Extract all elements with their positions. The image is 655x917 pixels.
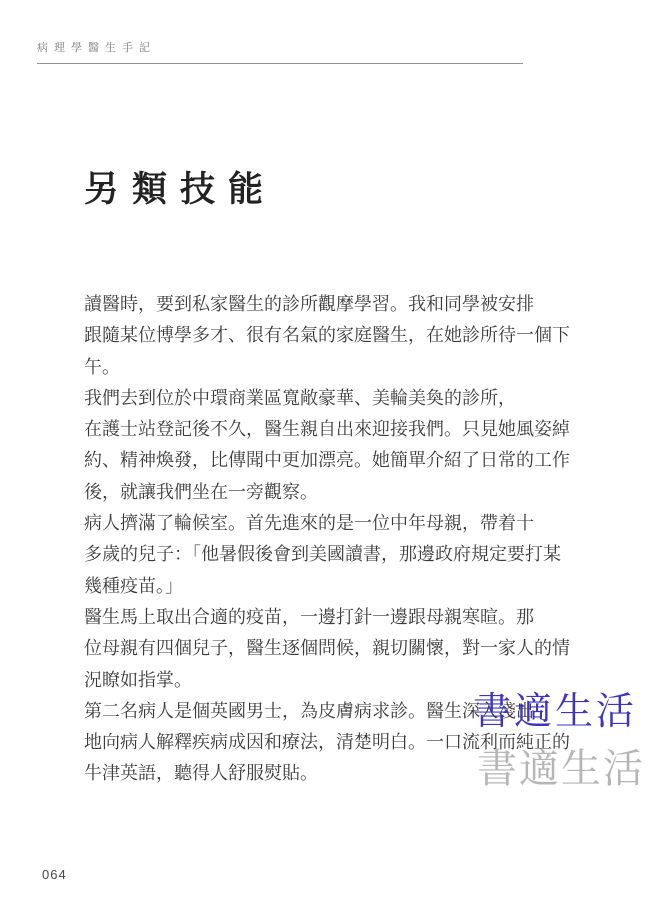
text-line: 況瞭如指掌。 — [84, 669, 192, 690]
text-line: 讀醫時，要到私家醫生的診所觀摩學習。我和同學被安排 — [84, 294, 534, 314]
paragraph — [84, 602, 584, 696]
header-rule-divider — [37, 63, 523, 64]
watermark-gray: 書適生活 — [477, 746, 645, 792]
text-line: 幾種疫苗。」 — [84, 575, 183, 596]
text-line: 位母親有四個兒子，醫生逐個問候，親切關懷，對一家人的情 — [84, 638, 570, 659]
text-line: 牛津英語，聽得人舒服熨貼。 — [84, 763, 318, 784]
text-line: 第二名病人是個英國男士，為皮膚病求診。醫生深入淺出 — [84, 700, 534, 721]
paragraph — [84, 289, 584, 383]
paragraph — [84, 383, 584, 508]
text-line: 午。 — [84, 356, 120, 377]
chapter-title: 另類技能 — [84, 170, 277, 209]
text-line: 後，就讓我們坐在一旁觀察。 — [84, 481, 318, 502]
text-line: 多歲的兒子：「他暑假後會到美國讀書，那邊政府規定要打某 — [84, 544, 561, 565]
paragraph — [84, 508, 584, 602]
body-text — [84, 289, 584, 790]
text-line: 地向病人解釋疾病成因和療法，清楚明白。一口流利而純正的 — [84, 732, 570, 753]
paragraph — [84, 696, 584, 790]
page-number: 064 — [42, 867, 67, 882]
text-line: 約、精神煥發，比傳聞中更加漂亮。她簡單介紹了日常的工作 — [84, 450, 570, 471]
watermark-blue: 書適生活 — [473, 689, 638, 733]
text-line: 在護士站登記後不久，醫生親自出來迎接我們。只見她風姿綽 — [84, 419, 570, 440]
running-head: 病理學醫生手記 — [37, 42, 156, 54]
text-line: 跟隨某位博學多才、很有名氣的家庭醫生，在她診所待一個下 — [84, 325, 570, 346]
text-line: 醫生馬上取出合適的疫苗，一邊打針一邊跟母親寒暄。那 — [84, 606, 534, 627]
text-line: 我們去到位於中環商業區寬敞豪華、美輪美奐的診所， — [84, 387, 516, 408]
text-line: 病人擠滿了輪候室。首先進來的是一位中年母親，帶着十 — [84, 513, 534, 534]
